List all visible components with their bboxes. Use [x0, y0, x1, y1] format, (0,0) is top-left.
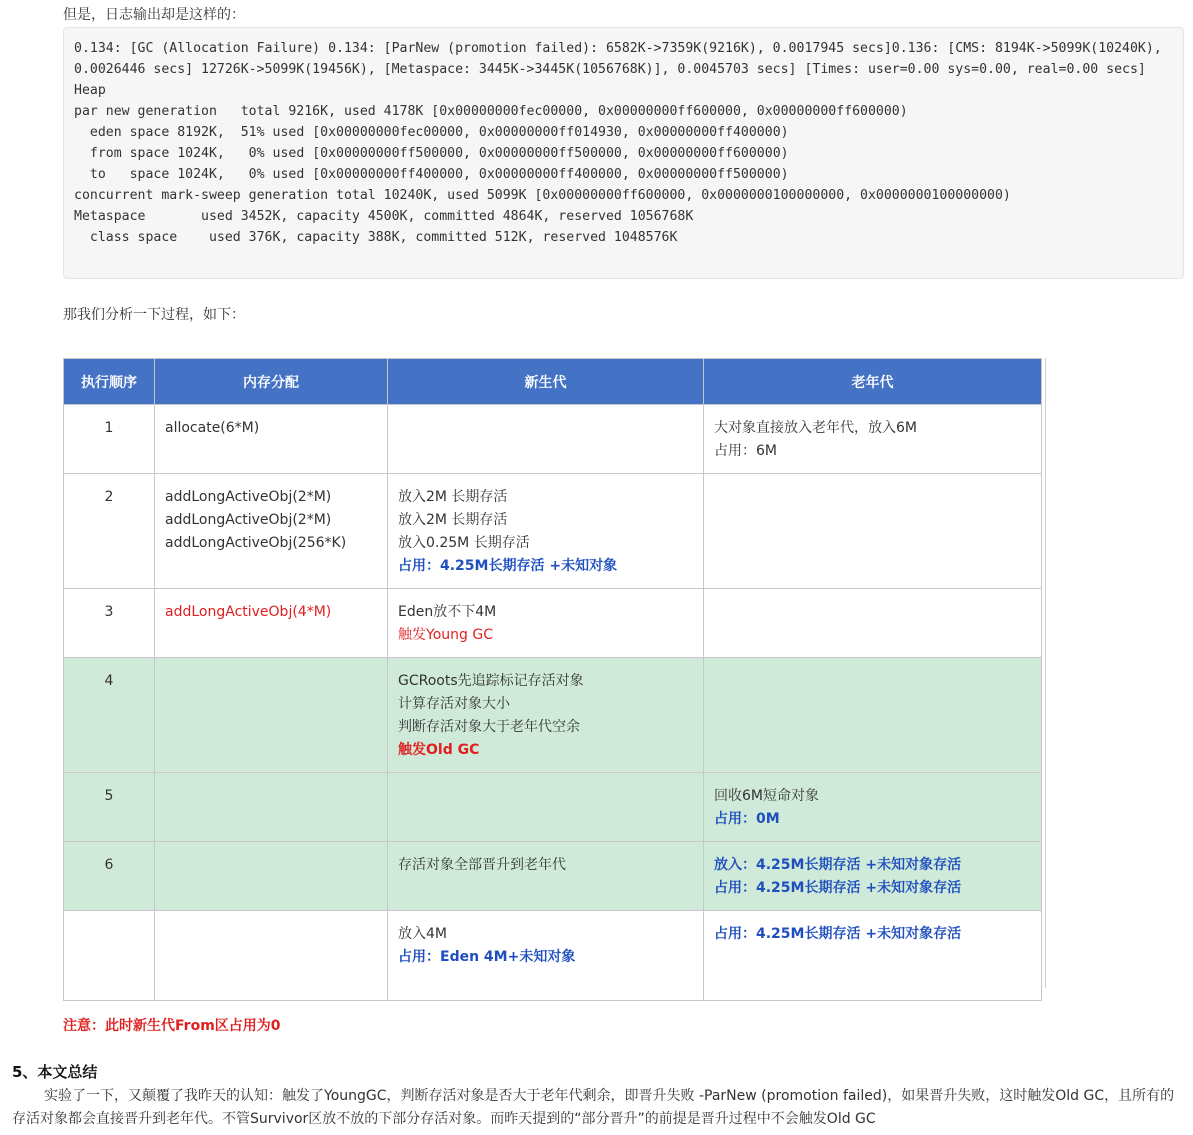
old-cell	[704, 405, 1042, 474]
step-number: 2	[64, 474, 155, 589]
old-line: 占用：6M	[714, 443, 777, 459]
table-row	[64, 773, 1042, 842]
young-line: 存活对象全部晋升到老年代	[398, 857, 566, 873]
young-cell	[388, 773, 704, 842]
gc-log-code-block	[63, 27, 1184, 279]
table-row	[64, 911, 1042, 1001]
young-line: 放入0.25M 长期存活	[398, 535, 530, 551]
young-line: 占用：Eden 4M+未知对象	[398, 949, 576, 965]
alloc-line: addLongActiveObj(2*M)	[165, 489, 332, 505]
log-line: from space 1024K, 0% used [0x00000000ff500000, 0x00000000ff500000, 0x00000000ff600000)	[74, 146, 789, 161]
table-header-row	[64, 359, 1042, 405]
table-row	[64, 658, 1042, 773]
alloc-line: addLongActiveObj(256*K)	[165, 535, 347, 551]
alloc-cell	[155, 911, 388, 1001]
young-line: 放入4M	[398, 926, 447, 942]
old-line: 占用：0M	[714, 811, 780, 827]
analysis-intro: 那我们分析一下过程，如下：	[63, 307, 245, 323]
alloc-cell	[155, 405, 388, 474]
table-row	[64, 842, 1042, 911]
table-row	[64, 474, 1042, 589]
table-scroll-edge	[1041, 358, 1046, 988]
young-cell	[388, 474, 704, 589]
young-line: 判断存活对象大于老年代空余	[398, 719, 580, 735]
header-old-gen: 老年代	[704, 359, 1042, 405]
header-order: 执行顺序	[64, 359, 155, 405]
step-number	[64, 911, 155, 1001]
old-line: 回收6M短命对象	[714, 788, 819, 804]
alloc-line: allocate(6*M)	[165, 420, 260, 436]
young-line: GCRoots先追踪标记存活对象	[398, 673, 584, 689]
log-line: par new generation total 9216K, used 4178K [0x00000000fec00000, 0x00000000ff600000, 0x00000000ff600000)	[74, 104, 908, 119]
alloc-cell	[155, 842, 388, 911]
alloc-cell	[155, 773, 388, 842]
alloc-line: addLongActiveObj(2*M)	[165, 512, 332, 528]
young-cell	[388, 842, 704, 911]
summary-paragraph: 实验了一下，又颠覆了我昨天的认知：触发了YoungGC，判断存活对象是否大于老年代剩余，即晋升失败 -ParNew (promotion failed)，如果晋升失败，这时触发Old GC，且所有的存活对象都会直接晋升到老年代。不管Survivor区放不放的下部分存活对象。而昨天提到的“部分晋升”的前提是晋升过程中不会触发Old GC	[12, 1088, 1175, 1127]
gc-process-table	[63, 358, 1042, 1001]
old-cell	[704, 589, 1042, 658]
table-row	[64, 405, 1042, 474]
young-line: 放入2M 长期存活	[398, 489, 508, 505]
log-line: concurrent mark-sweep generation total 10240K, used 5099K [0x00000000ff600000, 0x0000000100000000, 0x0000000100000000)	[74, 188, 1011, 203]
alloc-cell	[155, 589, 388, 658]
young-cell	[388, 911, 704, 1001]
old-cell	[704, 842, 1042, 911]
table-row	[64, 589, 1042, 658]
young-line: 触发Young GC	[398, 627, 493, 643]
intro-text: 但是，日志输出却是这样的：	[63, 7, 245, 23]
header-young-gen: 新生代	[388, 359, 704, 405]
log-line: 0.134: [GC (Allocation Failure) 0.134: [ParNew (promotion failed): 6582K->7359K(9216K), 0.0017945 secs]0.136: [CMS: 8194K->5099K(10240K), 0.0026446 secs] 12726K->5099K(19456K), [Metaspace: 3445K->3445K(1056768K)], 0.0045703 secs] [Times: user=0.00 sys=0.00, real=0.00 secs]	[74, 41, 1170, 77]
young-line: 放入2M 长期存活	[398, 512, 508, 528]
young-line: 占用：4.25M长期存活 +未知对象	[398, 558, 618, 574]
step-number: 4	[64, 658, 155, 773]
alloc-cell	[155, 474, 388, 589]
young-cell	[388, 405, 704, 474]
log-line: Heap	[74, 83, 106, 98]
log-line: to space 1024K, 0% used [0x00000000ff400000, 0x00000000ff400000, 0x00000000ff500000)	[74, 167, 789, 182]
young-line: 触发Old GC	[398, 742, 480, 758]
old-line: 占用：4.25M长期存活 +未知对象存活	[714, 880, 962, 896]
log-line: Metaspace used 3452K, capacity 4500K, committed 4864K, reserved 1056768K	[74, 209, 694, 224]
log-line: eden space 8192K, 51% used [0x00000000fec00000, 0x00000000ff014930, 0x00000000ff400000)	[74, 125, 789, 140]
header-allocation: 内存分配	[155, 359, 388, 405]
section-heading: 5、本文总结	[12, 1063, 98, 1081]
alloc-cell	[155, 658, 388, 773]
step-number: 6	[64, 842, 155, 911]
note-text: 注意：此时新生代From区占用为0	[63, 1018, 281, 1034]
old-cell	[704, 474, 1042, 589]
old-line: 大对象直接放入老年代，放入6M	[714, 420, 917, 436]
young-line: 计算存活对象大小	[398, 696, 510, 712]
old-line: 放入：4.25M长期存活 +未知对象存活	[714, 857, 962, 873]
old-cell	[704, 911, 1042, 1001]
old-cell	[704, 658, 1042, 773]
step-number: 3	[64, 589, 155, 658]
old-cell	[704, 773, 1042, 842]
step-number: 1	[64, 405, 155, 474]
young-cell	[388, 658, 704, 773]
young-cell	[388, 589, 704, 658]
alloc-line: addLongActiveObj(4*M)	[165, 604, 332, 620]
old-line: 占用：4.25M长期存活 +未知对象存活	[714, 926, 962, 942]
step-number: 5	[64, 773, 155, 842]
young-line: Eden放不下4M	[398, 604, 497, 620]
gc-log-text	[74, 38, 1175, 248]
log-line: class space used 376K, capacity 388K, committed 512K, reserved 1048576K	[74, 230, 678, 245]
